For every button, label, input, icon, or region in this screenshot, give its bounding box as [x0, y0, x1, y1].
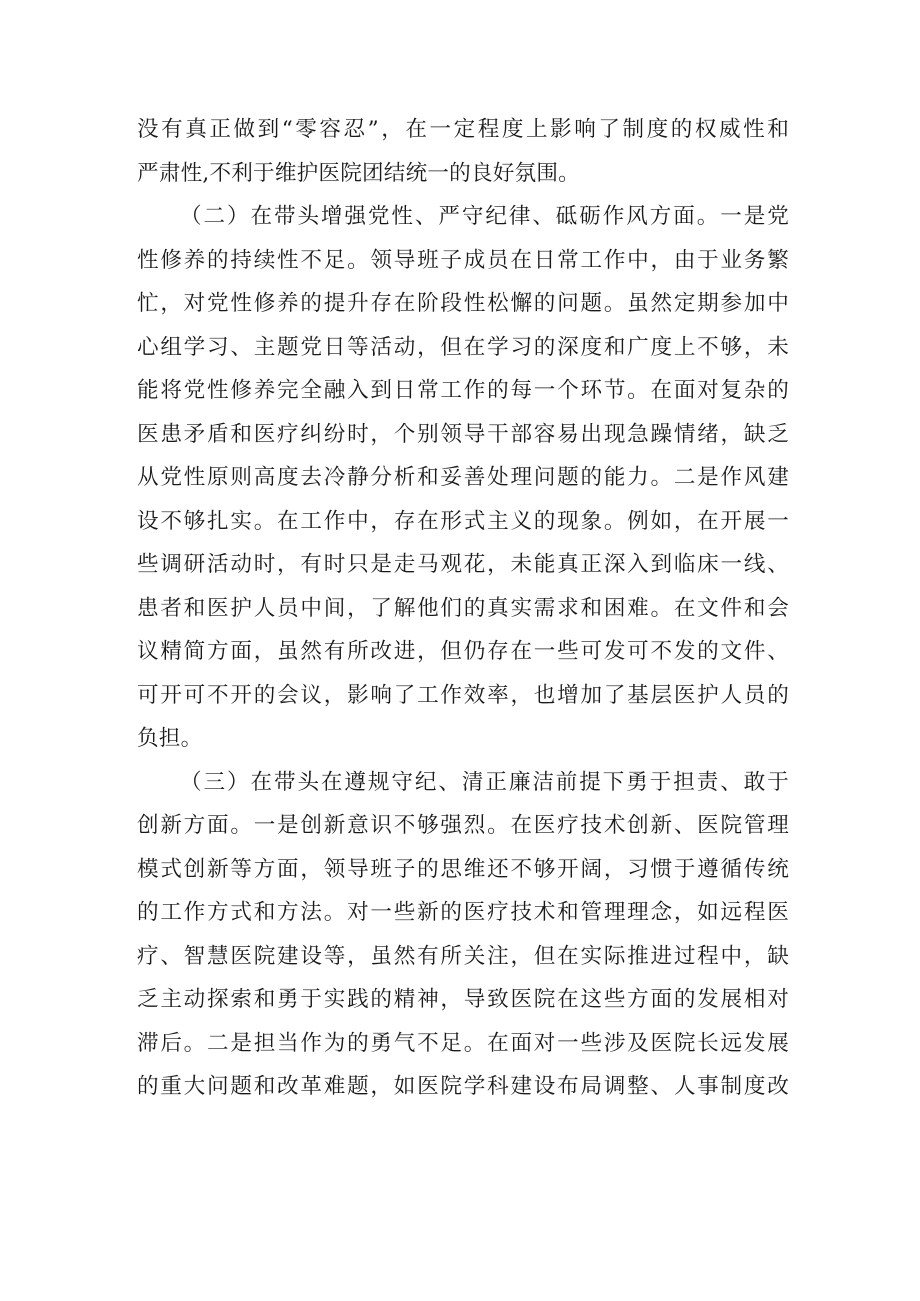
document-body — [137, 108, 789, 1109]
text-line: 心组学习、主题党日等活动，但在学习的深度和广度上不够，未 — [137, 334, 789, 360]
text-line: 医患矛盾和医疗纠纷时，个别领导干部容易出现急躁情绪，缺乏 — [137, 421, 789, 447]
text-line: 没有真正做到“零容忍”，在一定程度上影响了制度的权威性和 — [137, 117, 789, 142]
text-line: 忙，对党性修养的提升存在阶段性松懈的问题。虽然定期参加中 — [137, 291, 789, 316]
text-line: 滞后。二是担当作为的勇气不足。在面对一些涉及医院长远发展 — [137, 1030, 789, 1056]
text-line: 议精简方面，虽然有所改进，但仍存在一些可发可不发的文件、 — [137, 639, 789, 664]
text-line: 可开可不开的会议，影响了工作效率，也增加了基层医护人员的 — [137, 682, 789, 708]
text-line: 能将党性修养完全融入到日常工作的每一个环节。在面对复杂的 — [137, 378, 789, 403]
text-line: 设不够扎实。在工作中，存在形式主义的现象。例如，在开展一 — [137, 508, 789, 534]
text-line: 的工作方式和方法。对一些新的医疗技术和管理理念，如远程医 — [137, 900, 789, 925]
text-line: 疗、智慧医院建设等，虽然有所关注，但在实际推进过程中，缺 — [137, 943, 789, 969]
text-line: 严肃性,不利于维护医院团结统一的良好氛围。 — [137, 160, 580, 186]
text-line: 乏主动探索和勇于实践的精神，导致医院在这些方面的发展相对 — [137, 987, 789, 1012]
text-line: （三）在带头在遵规守纪、清正廉洁前提下勇于担责、敢于 — [180, 769, 789, 795]
text-line: 从党性原则高度去冷静分析和妥善处理问题的能力。二是作风建 — [137, 465, 789, 490]
text-line: 患者和医护人员中间，了解他们的真实需求和困难。在文件和会 — [137, 595, 789, 621]
text-line: 创新方面。一是创新意识不够强烈。在医疗技术创新、医院管理 — [137, 813, 789, 838]
text-line: 性修养的持续性不足。领导班子成员在日常工作中，由于业务繁 — [137, 247, 789, 273]
text-line: 些调研活动时，有时只是走马观花，未能真正深入到临床一线、 — [137, 552, 789, 577]
text-line: 模式创新等方面，领导班子的思维还不够开阔，习惯于遵循传统 — [137, 856, 789, 882]
text-line: 的重大问题和改革难题，如医院学科建设布局调整、人事制度改 — [137, 1074, 789, 1099]
text-line: 负担。 — [137, 726, 203, 751]
text-line: （二）在带头增强党性、严守纪律、砥砺作风方面。一是党 — [180, 204, 789, 229]
